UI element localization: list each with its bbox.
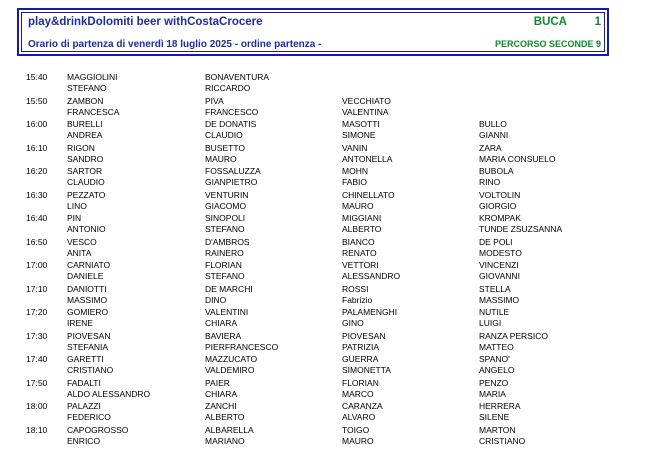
player-firstname: FRANCESCA [67, 106, 120, 117]
player-surname: MAGGIOLINI [67, 72, 118, 82]
player-firstname: VALDEMIRO [205, 365, 255, 375]
player-surname: PIOVESAN [342, 330, 386, 341]
player-firstname: FRANCESCO [205, 106, 259, 117]
player-cell [479, 307, 509, 329]
player-cell [479, 331, 548, 353]
player-surname: PENZO [479, 377, 509, 388]
player-surname: PALAZZI [67, 401, 101, 411]
tee-time-row [0, 258, 647, 282]
player-firstname: ALDO ALESSANDRO [67, 388, 151, 399]
player-surname: ROSSI [342, 283, 369, 294]
player-firstname: ANITA [67, 247, 92, 258]
player-cell [67, 72, 118, 94]
player-cell [67, 354, 113, 376]
player-firstname: CRISTIANO [67, 365, 114, 375]
player-surname: SINOPOLI [205, 213, 246, 223]
player-firstname: GINO [342, 318, 364, 328]
player-surname: VESCO [67, 236, 97, 247]
player-cell [342, 307, 397, 329]
event-title: play&drinkDolomiti beer withCostaCrocere [28, 16, 263, 28]
tee-time: 15:40 [26, 72, 48, 82]
player-surname: VETTORI [342, 260, 379, 270]
player-firstname: RINO [479, 177, 501, 187]
player-surname: DANIOTTI [67, 283, 107, 294]
player-firstname: ALBERTO [205, 412, 245, 422]
player-firstname: FABIO [342, 177, 368, 187]
tee-time: 17:10 [26, 283, 48, 294]
player-cell [205, 213, 245, 235]
player-cell [479, 425, 525, 447]
tee-time: 16:50 [26, 236, 48, 247]
player-surname: NUTILE [479, 307, 510, 317]
player-surname: SPANO' [479, 354, 510, 364]
player-cell [342, 96, 391, 118]
player-surname: ZAMBON [67, 95, 104, 106]
player-firstname: MASSIMO [67, 294, 108, 305]
player-firstname: SILENE [479, 412, 510, 422]
player-surname: BUSETTO [205, 142, 245, 153]
player-surname: KROMPAK [479, 213, 521, 223]
player-surname: BAVIERA [205, 330, 242, 341]
tee-time: 17:00 [26, 260, 48, 270]
player-firstname: MAURO [205, 153, 237, 164]
player-firstname: DINO [205, 294, 227, 305]
player-firstname: STEFANIA [67, 341, 109, 352]
tee-time-row [0, 352, 647, 376]
player-surname: RIGON [67, 142, 95, 153]
player-firstname: IRENE [67, 318, 93, 328]
player-cell [205, 331, 278, 353]
player-cell [205, 96, 258, 118]
tee-time: 16:20 [26, 166, 48, 176]
player-firstname: MODESTO [479, 247, 522, 258]
player-surname: RANZA PERSICO [479, 330, 548, 341]
player-cell [479, 119, 508, 141]
player-cell [479, 260, 520, 282]
tee-time: 17:20 [26, 307, 48, 317]
player-firstname: SIMONETTA [342, 365, 391, 375]
player-firstname: MATTEO [479, 341, 514, 352]
player-firstname: MAURO [342, 200, 374, 211]
player-cell [479, 237, 522, 259]
player-surname: FLORIAN [205, 260, 242, 270]
player-cell [67, 213, 106, 235]
schedule-subtitle: Orario di partenza di venerdì 18 luglio 2025 - ordine partenza - [28, 39, 322, 50]
header-box [17, 8, 609, 56]
player-surname: BIANCO [342, 236, 375, 247]
player-cell [67, 401, 111, 423]
player-cell [67, 284, 107, 306]
player-surname: VENTURIN [205, 189, 249, 200]
player-cell [342, 119, 380, 141]
player-surname: VANIN [342, 142, 368, 153]
player-cell [205, 237, 250, 259]
player-firstname: MARIA [479, 388, 506, 399]
player-surname: BUBOLA [479, 166, 514, 176]
player-cell [479, 166, 514, 188]
player-cell [342, 354, 391, 376]
player-surname: BONAVENTURA [205, 72, 270, 82]
player-firstname: ANDREA [67, 130, 103, 140]
player-surname: CAPOGROSSO [67, 424, 129, 435]
player-surname: MIGGIANI [342, 213, 382, 223]
player-firstname: CLAUDIO [205, 130, 243, 140]
player-surname: MOHN [342, 166, 368, 176]
player-surname: VALENTINI [205, 307, 249, 317]
player-firstname: ANTONELLA [342, 153, 393, 164]
player-firstname: SANDRO [67, 153, 104, 164]
player-cell [67, 190, 105, 212]
player-firstname: Fabrizio [342, 294, 373, 305]
player-surname: PIOVESAN [67, 330, 111, 341]
player-cell [205, 307, 248, 329]
player-cell [205, 166, 261, 188]
tee-time-row [0, 94, 647, 118]
player-surname: DE MARCHI [205, 283, 253, 294]
player-firstname: LINO [67, 200, 87, 211]
player-cell [67, 119, 102, 141]
player-firstname: ALESSANDRO [342, 271, 401, 281]
player-surname: CARNIATO [67, 260, 111, 270]
player-cell [479, 143, 556, 165]
player-cell [67, 307, 108, 329]
player-surname: BULLO [479, 119, 507, 129]
tee-time: 16:30 [26, 189, 48, 200]
tee-time: 16:40 [26, 213, 48, 223]
percorso-label: PERCORSO SECONDE 9 [494, 39, 601, 49]
tee-time-row [0, 70, 647, 94]
tee-time: 18:10 [26, 424, 48, 435]
player-cell [342, 331, 385, 353]
player-cell [67, 378, 150, 400]
player-firstname: LUIGI [479, 318, 502, 328]
player-firstname: CLAUDIO [67, 177, 105, 187]
tee-time-row [0, 376, 647, 400]
player-cell [479, 354, 514, 376]
player-firstname: PIERFRANCESCO [205, 341, 279, 352]
player-cell [205, 119, 256, 141]
player-cell [342, 190, 395, 212]
player-firstname: PATRIZIA [342, 341, 379, 352]
tee-time-row [0, 329, 647, 353]
player-firstname: TUNDE ZSUZSANNA [479, 224, 563, 234]
player-firstname: ALVARO [342, 412, 376, 422]
player-cell [342, 425, 374, 447]
player-surname: ZANCHI [205, 401, 237, 411]
player-cell [205, 425, 254, 447]
player-firstname: DANIELE [67, 271, 104, 281]
player-firstname: MASSIMO [479, 294, 520, 305]
player-firstname: GIOVANNI [479, 271, 520, 281]
player-surname: TOIGO [342, 424, 370, 435]
player-surname: VINCENZI [479, 260, 519, 270]
tee-time: 16:10 [26, 142, 48, 153]
player-surname: DE DONATIS [205, 119, 257, 129]
player-surname: DE POLI [479, 236, 513, 247]
tee-time-row [0, 211, 647, 235]
tee-time: 18:00 [26, 401, 48, 411]
player-firstname: STEFANO [205, 271, 245, 281]
player-surname: CHINELLATO [342, 189, 395, 200]
tee-time-row [0, 141, 647, 165]
player-firstname: GIORGIO [479, 200, 517, 211]
player-cell [479, 190, 520, 212]
player-cell [205, 378, 237, 400]
player-surname: FLORIAN [342, 377, 379, 388]
tee-time-row [0, 423, 647, 447]
player-surname: D'AMBROS [205, 236, 250, 247]
tee-time: 16:00 [26, 119, 48, 129]
tee-time-row [0, 305, 647, 329]
player-cell [67, 143, 103, 165]
player-firstname: SIMONE [342, 130, 376, 140]
player-firstname: GIANNI [479, 130, 509, 140]
buca-label: BUCA [533, 16, 567, 28]
tee-time: 17:30 [26, 330, 48, 341]
player-surname: PIN [67, 213, 82, 223]
player-cell [342, 260, 400, 282]
player-cell [205, 401, 244, 423]
player-surname: PIVA [205, 95, 224, 106]
player-cell [479, 401, 521, 423]
player-cell [342, 166, 368, 188]
player-firstname: ALBERTO [342, 224, 382, 234]
player-cell [479, 213, 562, 235]
player-firstname: MAURO [342, 435, 374, 446]
player-cell [67, 425, 128, 447]
player-surname: GUERRA [342, 354, 379, 364]
player-cell [205, 143, 245, 165]
player-surname: GARETTI [67, 354, 104, 364]
player-firstname: STEFANO [205, 224, 245, 234]
player-cell [479, 284, 519, 306]
player-cell [342, 237, 377, 259]
player-firstname: CRISTIANO [479, 435, 526, 446]
player-surname: MAZZUCATO [205, 354, 258, 364]
player-surname: MARTON [479, 424, 516, 435]
player-surname: GOMIERO [67, 307, 109, 317]
player-cell [67, 260, 110, 282]
player-firstname: VALENTINA [342, 106, 389, 117]
player-firstname: ANGELO [479, 365, 515, 375]
player-cell [205, 72, 269, 94]
tee-time-row [0, 164, 647, 188]
player-cell [67, 166, 105, 188]
player-cell [205, 190, 248, 212]
player-cell [205, 260, 245, 282]
player-surname: CARANZA [342, 401, 383, 411]
player-firstname: GIACOMO [205, 200, 247, 211]
player-surname: VECCHIATO [342, 95, 391, 106]
tee-times-list [0, 70, 647, 446]
player-firstname: MARIANO [205, 435, 245, 446]
player-cell [342, 378, 379, 400]
player-firstname: CHIARA [205, 318, 238, 328]
tee-time-row [0, 188, 647, 212]
buca-number: 1 [594, 16, 601, 28]
player-surname: PEZZATO [67, 189, 106, 200]
player-cell [205, 354, 257, 376]
player-surname: HERRERA [479, 401, 521, 411]
player-cell [342, 284, 372, 306]
player-firstname: RICCARDO [205, 83, 251, 93]
player-surname: ALBARELLA [205, 424, 254, 435]
tee-time: 17:50 [26, 377, 48, 388]
tee-time-row [0, 282, 647, 306]
player-cell [342, 213, 381, 235]
player-firstname: RENATO [342, 247, 377, 258]
player-surname: FADALTI [67, 377, 101, 388]
player-firstname: GIANPIETRO [205, 177, 258, 187]
player-firstname: STEFANO [67, 83, 107, 93]
tee-time: 15:50 [26, 95, 48, 106]
player-surname: SARTOR [67, 166, 103, 176]
player-cell [67, 331, 110, 353]
player-firstname: MARCO [342, 388, 374, 399]
player-cell [342, 143, 392, 165]
player-firstname: MARIA CONSUELO [479, 153, 556, 164]
tee-time-row [0, 235, 647, 259]
player-surname: FOSSALUZZA [205, 166, 261, 176]
player-cell [67, 237, 97, 259]
player-surname: MASOTTI [342, 119, 380, 129]
player-firstname: RAINERO [205, 247, 244, 258]
player-surname: BURELLI [67, 119, 103, 129]
player-surname: VOLTOLIN [479, 189, 521, 200]
player-firstname: ANTONIO [67, 224, 106, 234]
player-surname: STELLA [479, 283, 511, 294]
player-surname: ZARA [479, 142, 502, 153]
tee-time-row [0, 117, 647, 141]
tee-time-row [0, 399, 647, 423]
player-cell [342, 401, 383, 423]
player-firstname: CHIARA [205, 388, 238, 399]
player-surname: PAIER [205, 377, 230, 388]
player-firstname: FEDERICO [67, 412, 111, 422]
tee-time: 17:40 [26, 354, 48, 364]
player-cell [479, 378, 508, 400]
player-firstname: ENRICO [67, 435, 101, 446]
player-cell [67, 96, 119, 118]
player-surname: PALAMENGHI [342, 307, 398, 317]
player-cell [205, 284, 253, 306]
